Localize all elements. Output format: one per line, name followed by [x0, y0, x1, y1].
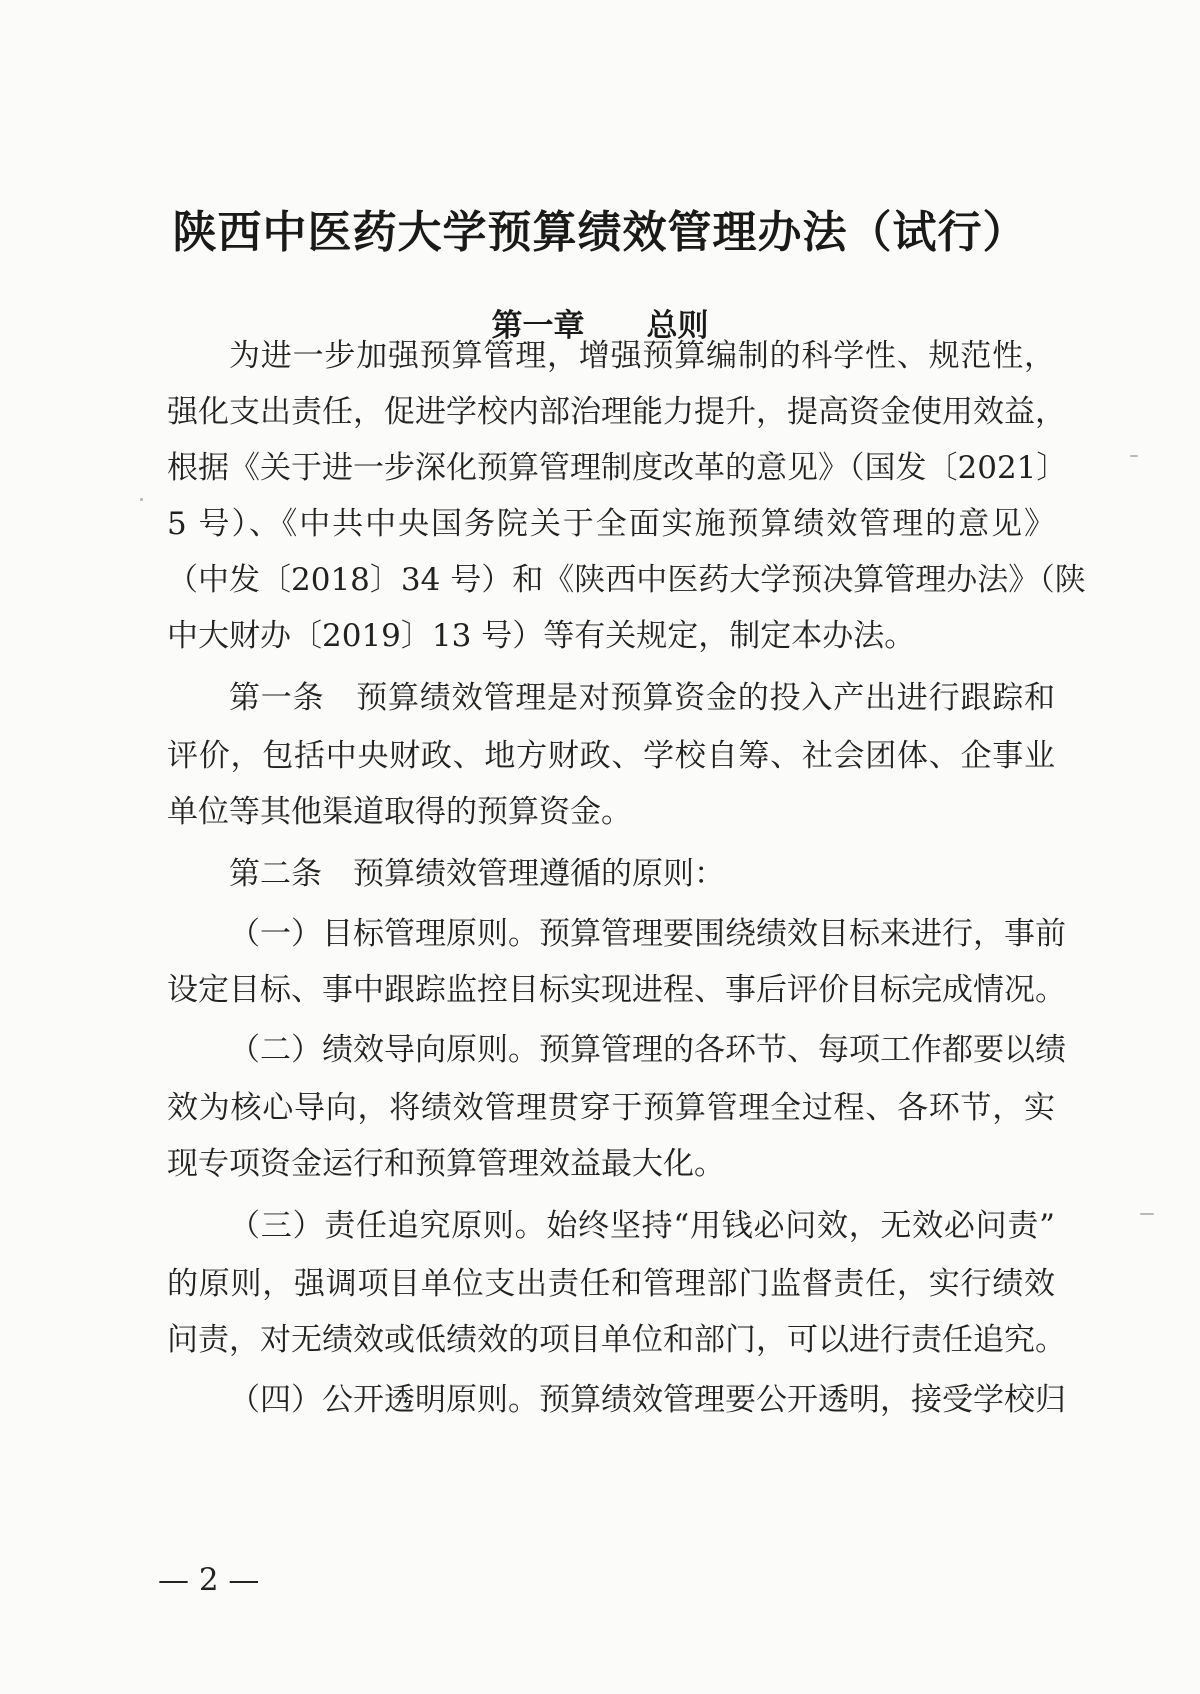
principle-three-line: （三）责任追究原则。始终坚持“用钱必问效，无效必问责” — [229, 1208, 1055, 1244]
article-one-line: 第一条 预算绩效管理是对预算资金的投入产出进行跟踪和 — [229, 680, 1055, 716]
body-line: 问责，对无绩效或低绩效的项目单位和部门，可以进行责任追究。 — [167, 1322, 1066, 1358]
body-line: 中大财办〔2019〕13 号）等有关规定，制定本办法。 — [167, 618, 916, 654]
body-line: 现专项资金运行和预算管理效益最大化。 — [167, 1146, 725, 1182]
body-line: 强化支出责任，促进学校内部治理能力提升，提高资金使用效益， — [167, 394, 1066, 430]
principle-four-line: （四）公开透明原则。预算绩效管理要公开透明，接受学校归 — [229, 1382, 1066, 1418]
scan-speck — [1130, 455, 1138, 457]
document-title: 陕西中医药大学预算绩效管理办法（试行） — [172, 207, 1028, 258]
body-line: 5 号）、《中共中央国务院关于全面实施预算绩效管理的意见》 — [167, 506, 1055, 542]
body-line: 评价，包括中央财政、地方财政、学校自筹、社会团体、企事业 — [167, 738, 1055, 774]
page-number: — 2 — — [158, 1562, 260, 1598]
article-two-line: 第二条 预算绩效管理遵循的原则： — [229, 856, 725, 892]
body-line: 设定目标、事中跟踪监控目标实现进程、事后评价目标完成情况。 — [167, 972, 1066, 1008]
principle-two-line: （二）绩效导向原则。预算管理的各环节、每项工作都要以绩 — [229, 1032, 1066, 1068]
body-line: （中发〔2018〕34 号）和《陕西中医药大学预决算管理办法》（陕 — [167, 562, 1086, 598]
body-line: 效为核心导向，将绩效管理贯穿于预算管理全过程、各环节，实 — [167, 1090, 1055, 1126]
scan-speck — [1140, 1213, 1154, 1215]
principle-one-line: （一）目标管理原则。预算管理要围绕绩效目标来进行，事前 — [229, 916, 1066, 952]
body-line: 为进一步加强预算管理，增强预算编制的科学性、规范性， — [229, 338, 1055, 374]
body-line: 根据《关于进一步深化预算管理制度改革的意见》（国发〔2021〕 — [167, 450, 1068, 486]
chapter-heading: 第一章 总则 — [491, 308, 709, 344]
body-line: 的原则，强调项目单位支出责任和管理部门监督责任，实行绩效 — [167, 1266, 1055, 1302]
body-line: 单位等其他渠道取得的预算资金。 — [167, 794, 632, 830]
scan-speck — [140, 498, 143, 501]
